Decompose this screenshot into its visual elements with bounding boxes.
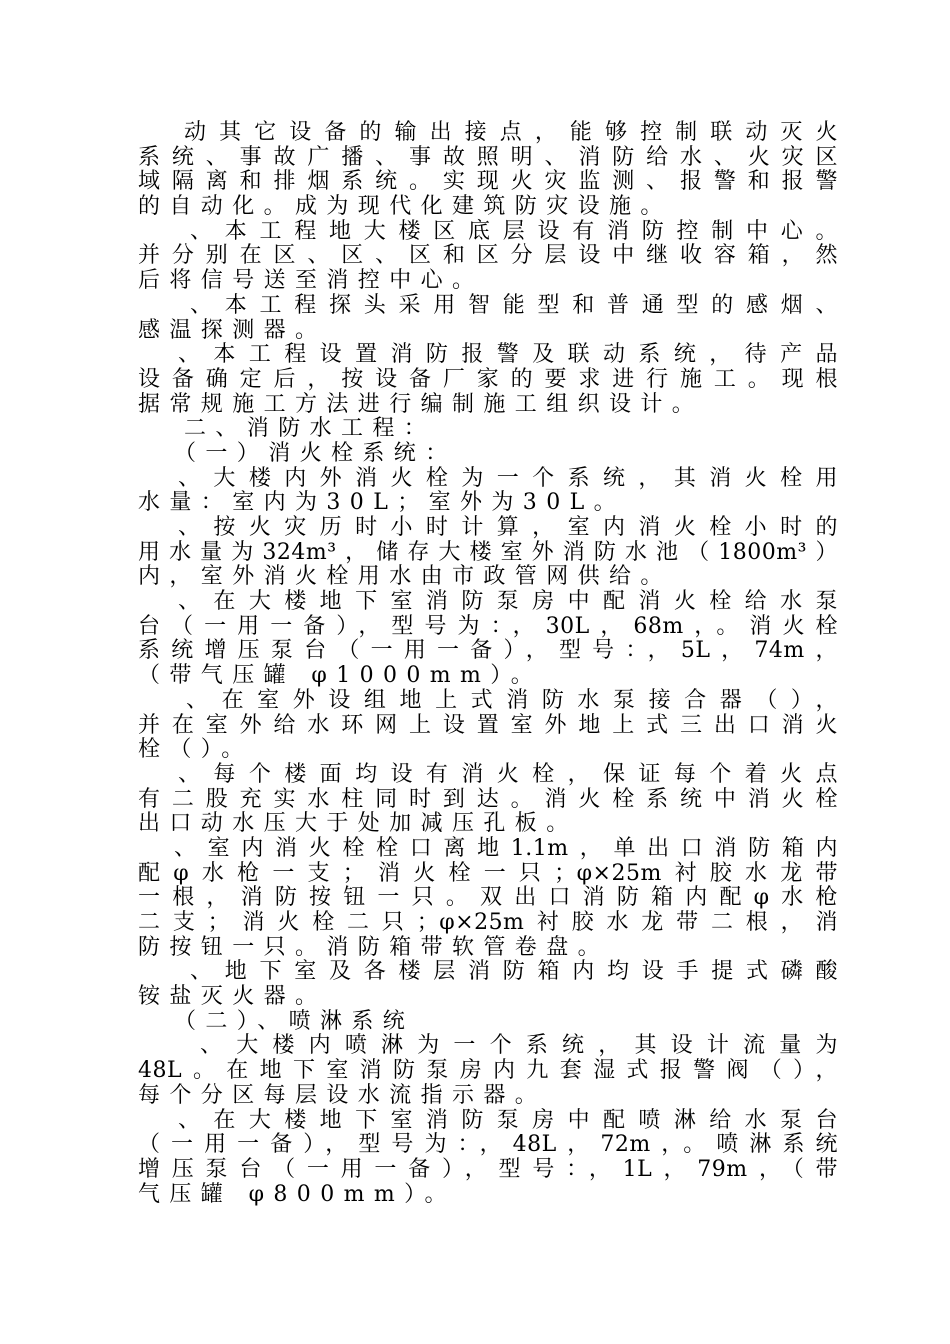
text-line: 、每个楼面均设有消火栓，保证每个着火点 — [178, 761, 838, 787]
text-line: 二支；消火栓二只；φ×25m衬胶水龙带二根，消 — [138, 910, 838, 935]
text-line: 感温探测器。 — [138, 317, 327, 343]
text-line: 、地下室及各楼层消防箱内均设手提式磷酸 — [190, 959, 838, 985]
text-line: 的自动化。成为现代化建筑防灾设施。 — [138, 194, 672, 220]
text-line: 、按火灾历时小时计算，室内消火栓小时的 — [178, 515, 838, 540]
text-line: 气压罐 φ800mm）。 — [138, 1181, 456, 1207]
text-line: 铵盐灭火器。 — [138, 984, 327, 1010]
body-text — [138, 121, 838, 1207]
subsection-heading: （二）、喷淋系统 — [174, 1008, 415, 1034]
text-line: 、大楼内外消火栓为一个系统，其消火栓用 — [178, 465, 838, 491]
text-line: 配φ水枪一支；消火栓一只；φ×25m衬胶水龙带 — [138, 860, 838, 886]
text-line: 据常规施工方法进行编制施工组织设计。 — [138, 391, 704, 417]
text-line: 栓（）。 — [138, 737, 253, 763]
text-line: 增压泵台（一用一备），型号：，1L，79m，（带 — [138, 1156, 838, 1182]
text-line: 48L。在地下室消防泵房内九套湿式报警阀（）， — [138, 1058, 838, 1084]
text-line: （带气压罐 φ1000mm）。 — [138, 663, 543, 689]
text-line: 系统、事故广播、事故照明、消防给水、火灾区 — [138, 144, 838, 170]
text-line: （一用一备），型号为：，48L，72m，。喷淋系统 — [138, 1132, 838, 1158]
text-line: 域隔离和排烟系统。实现火灾监测、报警和报警 — [138, 169, 838, 195]
text-line: 防按钮一只。消防箱带软管卷盘。 — [138, 934, 610, 960]
text-line: 、本工程地大楼区底层设有消防控制中心。 — [190, 218, 838, 244]
text-line: 、大楼内喷淋为一个系统，其设计流量为 — [200, 1033, 838, 1059]
text-line: 内，室外消火栓用水由市政管网供给。 — [138, 564, 672, 590]
text-line: 后将信号送至消控中心。 — [138, 268, 484, 294]
text-line: 、本工程探头采用智能型和普通型的感烟、 — [190, 292, 838, 318]
text-line: 用水量为324m³，储存大楼室外消防水池（1800m³） — [138, 539, 838, 565]
text-line: 一根，消防按钮一只。双出口消防箱内配φ水枪 — [138, 885, 838, 911]
text-line: 、室内消火栓栓口离地1.1m，单出口消防箱内 — [174, 835, 838, 861]
text-line: 有二股充实水柱同时到达。消火栓系统中消火栓 — [138, 786, 838, 812]
text-line: 设备确定后，按设备厂家的要求进行施工。现根 — [138, 366, 838, 392]
text-line: 、在大楼地下室消防泵房中配消火栓给水泵 — [178, 589, 838, 615]
section-heading: 二、消防水工程： — [184, 416, 436, 442]
text-line: 动其它设备的输出接点，能够控制联动灭火 — [184, 120, 838, 145]
text-line: 水量：室内为30L；室外为30L。 — [138, 490, 626, 516]
text-line: 台（一用一备），型号为：，30L，68m，。消火栓 — [138, 613, 838, 639]
text-line: 出口动水压大于处加减压孔板。 — [138, 811, 578, 837]
text-line: 、在大楼地下室消防泵房中配喷淋给水泵台 — [178, 1107, 838, 1133]
text-line: 并分别在区、区、区和区分层设中继收容箱，然 — [138, 243, 838, 269]
text-line: 每个分区每层设水流指示器。 — [138, 1082, 547, 1108]
text-line: 、本工程设置消防报警及联动系统，待产品 — [178, 342, 838, 368]
text-line: 并在室外给水环网上设置室外地上式三出口消火 — [138, 712, 838, 738]
text-line: 、在室外设组地上式消防水泵接合器（）， — [186, 687, 838, 713]
text-line: 系统增压泵台（一用一备），型号：，5L，74m， — [138, 638, 838, 664]
subsection-heading: （一）消火栓系统： — [174, 440, 457, 466]
